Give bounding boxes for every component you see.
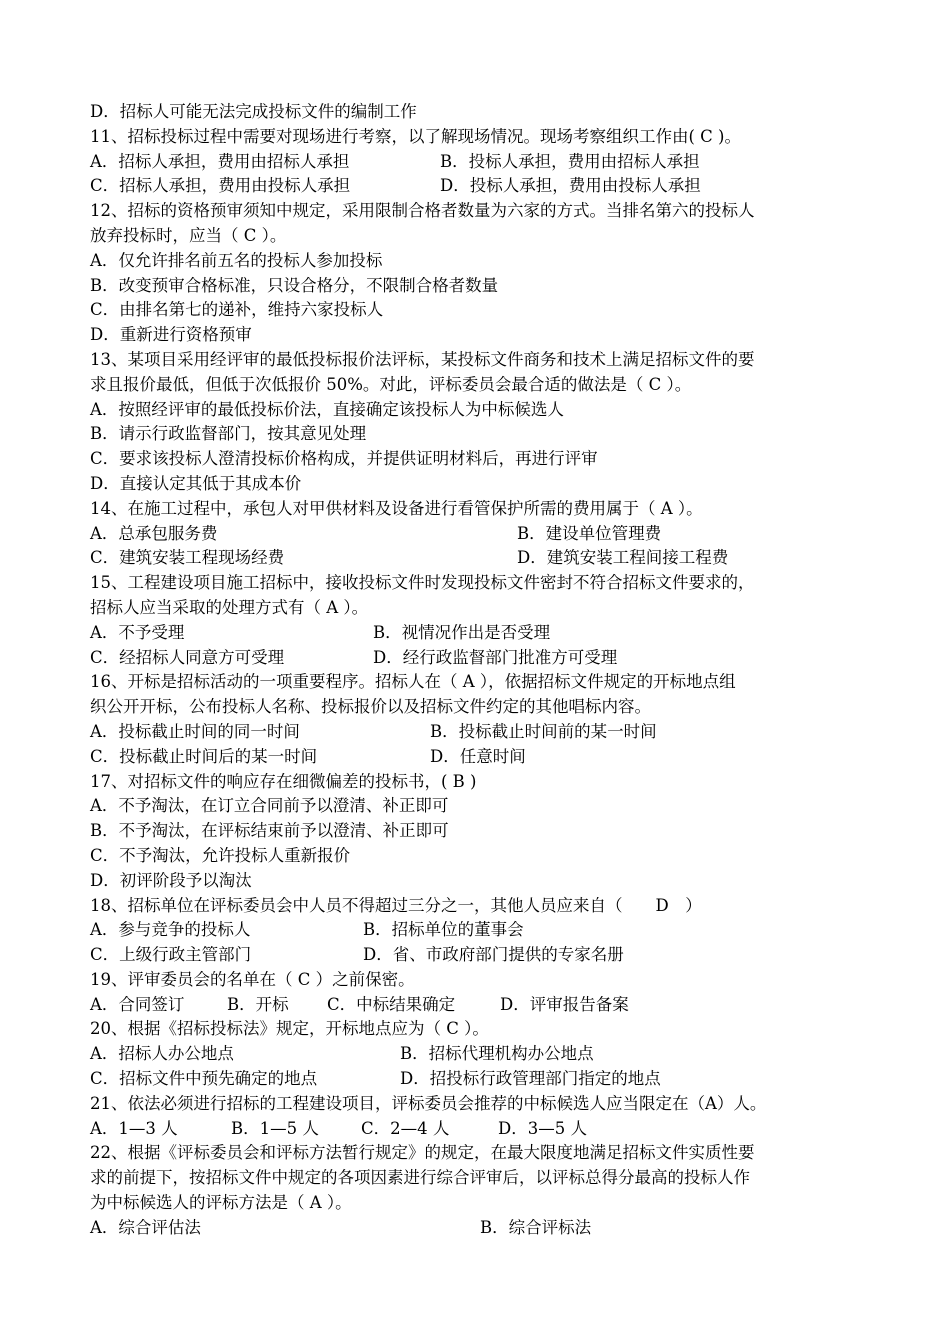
text-line: 12、招标的资格预审须知中规定，采用限制合格者数量为六家的方式。当排名第六的投标人 bbox=[90, 201, 755, 221]
option-row bbox=[90, 1042, 870, 1067]
option-text: B．招标单位的董事会 bbox=[363, 920, 524, 940]
text-line: 19、评审委员会的名单在（ C ）之前保密。 bbox=[90, 969, 415, 989]
text-line: 13、某项目采用经评审的最低投标报价法评标，某投标文件商务和技术上满足招标文件的要 bbox=[90, 349, 755, 369]
option-text: D．评审报告备案 bbox=[500, 994, 629, 1014]
option-text: B．投标人承担，费用由招标人承担 bbox=[440, 151, 700, 171]
text-line: D．招标人可能无法完成投标文件的编制工作 bbox=[90, 102, 417, 121]
option-row bbox=[90, 1117, 870, 1142]
option-text: D．经行政监督部门批准方可受理 bbox=[373, 647, 618, 667]
option-text: D．3—5 人 bbox=[498, 1118, 587, 1138]
option-text: B．1—5 人 bbox=[231, 1118, 319, 1138]
option-text: D．任意时间 bbox=[430, 746, 526, 766]
option-text: C．招标文件中预先确定的地点 bbox=[90, 1069, 318, 1089]
option-text: C．建筑安装工程现场经费 bbox=[90, 548, 285, 568]
option-text: C．招标人承担，费用由投标人承担 bbox=[90, 176, 351, 196]
option-text: A．1—3 人 bbox=[90, 1118, 178, 1138]
text-line: D．重新进行资格预审 bbox=[90, 325, 252, 345]
option-text: B．视情况作出是否受理 bbox=[373, 622, 551, 642]
text-line: 14、在施工过程中，承包人对甲供材料及设备进行看管保护所需的费用属于（ A ）。 bbox=[90, 498, 703, 518]
option-text: C．中标结果确定 bbox=[327, 994, 456, 1014]
option-text: B．招标代理机构办公地点 bbox=[400, 1044, 594, 1064]
option-row bbox=[90, 943, 870, 968]
text-line: 放弃投标时，应当（ C ）。 bbox=[90, 225, 287, 245]
text-line: 20、根据《招标投标法》规定，开标地点应为（ C ）。 bbox=[90, 1019, 489, 1039]
option-row bbox=[90, 720, 870, 745]
text-line: 16、开标是招标活动的一项重要程序。招标人在（ A ），依据招标文件规定的开标地点组 bbox=[90, 672, 736, 692]
text-line: C．要求该投标人澄清投标价格构成，并提供证明材料后，再进行评审 bbox=[90, 449, 598, 469]
text-line: A．按照经评审的最低投标价法，直接确定该投标人为中标候选人 bbox=[90, 399, 564, 419]
option-text: A．总承包服务费 bbox=[90, 523, 218, 543]
option-row bbox=[90, 621, 870, 646]
option-text: D．招投标行政管理部门指定的地点 bbox=[400, 1069, 661, 1089]
text-line: 22、根据《评标委员会和评标方法暂行规定》的规定，在最大限度地满足招标文件实质性要 bbox=[90, 1143, 755, 1163]
question-text bbox=[90, 100, 870, 1241]
text-line: 为中标候选人的评标方法是（ A ）。 bbox=[90, 1193, 352, 1213]
option-text: A．招标人办公地点 bbox=[90, 1044, 234, 1064]
text-line: B．请示行政监督部门，按其意见处理 bbox=[90, 424, 367, 444]
option-text: B．建设单位管理费 bbox=[517, 523, 662, 543]
option-row bbox=[90, 522, 870, 547]
text-line: C．由排名第七的递补，维持六家投标人 bbox=[90, 300, 384, 320]
option-text: A．招标人承担，费用由招标人承担 bbox=[90, 151, 350, 171]
option-text: A．不予受理 bbox=[90, 622, 185, 642]
text-line: A．不予淘汰，在订立合同前予以澄清、补正即可 bbox=[90, 796, 449, 816]
text-line: B．不予淘汰，在评标结束前予以澄清、补正即可 bbox=[90, 821, 449, 841]
option-row bbox=[90, 1067, 870, 1092]
option-text: C．经招标人同意方可受理 bbox=[90, 647, 285, 667]
text-line: 招标人应当采取的处理方式有（ A ）。 bbox=[90, 597, 369, 617]
option-text: D．投标人承担，费用由投标人承担 bbox=[440, 176, 701, 196]
option-text: A．参与竞争的投标人 bbox=[90, 920, 251, 940]
option-text: D．建筑安装工程间接工程费 bbox=[517, 548, 729, 568]
option-row bbox=[90, 174, 870, 199]
option-row bbox=[90, 150, 870, 175]
option-text: B．开标 bbox=[227, 994, 289, 1014]
option-text: A．合同签订 bbox=[90, 994, 185, 1014]
text-line: 17、对招标文件的响应存在细微偏差的投标书，( B ) bbox=[90, 771, 477, 791]
text-line: 织公开开标，公布投标人名称、投标报价以及招标文件约定的其他唱标内容。 bbox=[90, 697, 651, 717]
text-line: 求且报价最低，但低于次低报价 50%。对此，评标委员会最合适的做法是（ C ）。 bbox=[90, 374, 692, 394]
option-text: A．综合评估法 bbox=[90, 1217, 201, 1237]
text-line: 15、工程建设项目施工招标中，接收投标文件时发现投标文件密封不符合招标文件要求的， bbox=[90, 573, 755, 593]
text-line: D．初评阶段予以淘汰 bbox=[90, 870, 252, 890]
option-row bbox=[90, 546, 870, 571]
option-row bbox=[90, 918, 870, 943]
text-line: 11、招标投标过程中需要对现场进行考察，以了解现场情况。现场考察组织工作由( C )。 bbox=[90, 126, 741, 146]
option-text: C．投标截止时间后的某一时间 bbox=[90, 746, 318, 766]
option-text: C．2—4 人 bbox=[361, 1118, 450, 1138]
option-text: A．投标截止时间的同一时间 bbox=[90, 721, 300, 741]
text-line: C．不予淘汰，允许投标人重新报价 bbox=[90, 845, 351, 865]
text-line: D．直接认定其低于其成本价 bbox=[90, 473, 302, 493]
text-line: 18、招标单位在评标委员会中人员不得超过三分之一，其他人员应来自（ D ） bbox=[90, 895, 702, 915]
text-line: A．仅允许排名前五名的投标人参加投标 bbox=[90, 250, 383, 270]
option-row bbox=[90, 646, 870, 671]
option-text: B．综合评标法 bbox=[480, 1217, 592, 1237]
option-text: D．省、市政府部门提供的专家名册 bbox=[363, 945, 624, 965]
text-line: B．改变预审合格标准，只设合格分，不限制合格者数量 bbox=[90, 275, 499, 295]
option-text: C．上级行政主管部门 bbox=[90, 945, 252, 965]
option-row bbox=[90, 1216, 870, 1241]
text-line: 求的前提下，按招标文件中规定的各项因素进行综合评审后，以评标总得分最高的投标人作 bbox=[90, 1168, 750, 1188]
option-row bbox=[90, 993, 870, 1018]
option-text: B．投标截止时间前的某一时间 bbox=[430, 721, 657, 741]
text-line: 21、依法必须进行招标的工程建设项目，评标委员会推荐的中标候选人应当限定在（A）人。 bbox=[90, 1093, 767, 1113]
option-row bbox=[90, 745, 870, 770]
